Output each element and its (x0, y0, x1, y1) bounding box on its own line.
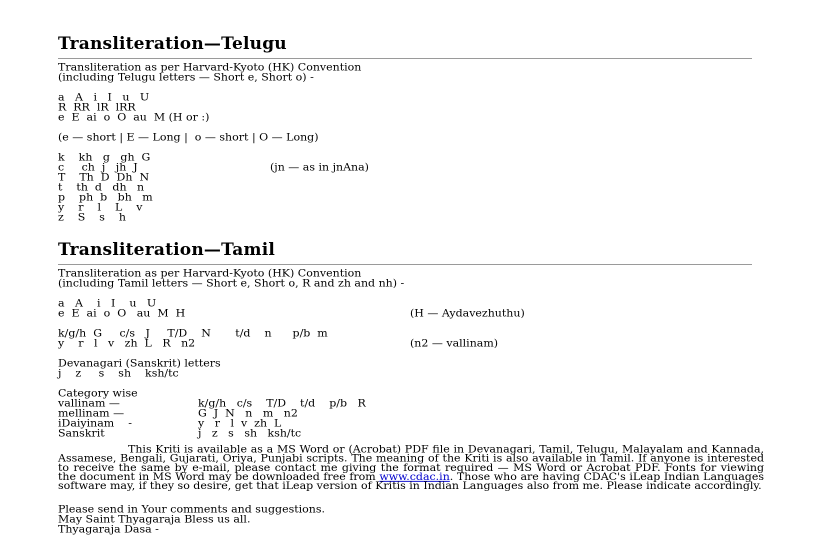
tamil-heading-rule (58, 264, 752, 265)
tamil-intro-line-1: Transliteration as per Harvard-Kyoto (HK) Convention (58, 267, 362, 280)
telugu-jn-note: (jn — as in jnAna) (270, 161, 369, 174)
category-row (58, 409, 758, 418)
closing-line-1: Please send in Your comments and suggestions. (58, 503, 326, 516)
telugu-consonants-6: y r l L v (58, 201, 143, 214)
tamil-consonants-2: y r l v zh L R n2 (58, 337, 196, 350)
telugu-vowels-line-3: e E ai o O au M (H or :) (58, 111, 210, 124)
telugu-vowels-line-1: a A i I u U (58, 91, 150, 104)
closing-signature: Thyagaraja Dasa - (58, 523, 159, 536)
category-row (58, 399, 758, 408)
telugu-consonants-3: T Th D Dh N (58, 171, 150, 184)
document-page (58, 34, 764, 536)
category-value: k/g/h c/s T/D t/d p/b R (198, 397, 366, 410)
telugu-heading: Transliteration—Telugu (58, 34, 287, 54)
category-value: j z s sh ksh/tc (198, 427, 302, 440)
telugu-vowels-line-2: R RR lR lRR (58, 101, 136, 114)
category-label: Sanskrit (58, 427, 105, 440)
tamil-intro-line-2: (including Tamil letters — Short e, Short o, R and zh and nh) - (58, 277, 405, 290)
telugu-consonants-2: c ch j jh J (58, 161, 138, 174)
category-value: G J N n m n2 (198, 407, 298, 420)
closing-line-2: May Saint Thyagaraja Bless us all. (58, 513, 251, 526)
telugu-heading-rule (58, 58, 752, 59)
category-row (58, 429, 758, 438)
devanagari-heading: Devanagari (Sanskrit) letters (58, 357, 221, 370)
tamil-aydam-note: (H — Aydavezhuthu) (410, 307, 525, 320)
tamil-vowels-line-1: a A i I u U (58, 297, 157, 310)
availability-paragraph (58, 445, 764, 491)
category-heading: Category wise (58, 387, 138, 400)
telugu-consonants-5: p ph b bh m (58, 191, 153, 204)
telugu-consonants-4: t th d dh n (58, 181, 145, 194)
telugu-consonants-7: z S s h (58, 211, 127, 224)
tamil-consonants-1: k/g/h G c/s J T/D N t/d n p/b m (58, 327, 328, 340)
category-label: vallinam — (58, 397, 120, 410)
telugu-consonants-1: k kh g gh G (58, 151, 151, 164)
tamil-n2-note: (n2 — vallinam) (410, 337, 499, 350)
availability-text-2: . Those who are having CDAC's iLeap Indian Languages software may, if they so desire, get that iLeap version of Kritis in Indian Languages also from me. Please indicate accordingly. (58, 470, 764, 492)
devanagari-letters: j z s sh ksh/tc (58, 367, 179, 380)
category-label: mellinam — (58, 407, 125, 420)
tamil-heading: Transliteration—Tamil (58, 240, 276, 260)
availability-text-1: This Kriti is available as a MS Word or (Acrobat) PDF file in Devanagari, Tamil, Telugu, Malayalam and Kannada, Assamese, Bengali, Gujarati, Oriya, Punjabi scripts. The meaning of the Kriti is also available in Tamil. If anyone is interested to receive the same by e-mail, please contact me giving the format required — MS Word or Acrobat PDF. Fonts for viewing the document in MS Word may be downloaded free from (58, 443, 764, 483)
telugu-intro-line-1: Transliteration as per Harvard-Kyoto (HK) Convention (58, 61, 362, 74)
telugu-vowel-note: (e — short | E — Long | o — short | O — Long) (58, 131, 319, 144)
telugu-intro-line-2: (including Telugu letters — Short e, Short o) - (58, 71, 314, 84)
tamil-vowels-line-2: e E ai o O au M H (58, 307, 186, 320)
category-value: y r l v zh L (198, 417, 282, 430)
category-row (58, 419, 758, 428)
category-label: iDaiyinam - (58, 417, 132, 430)
cdac-link[interactable]: www.cdac.in (379, 470, 450, 483)
